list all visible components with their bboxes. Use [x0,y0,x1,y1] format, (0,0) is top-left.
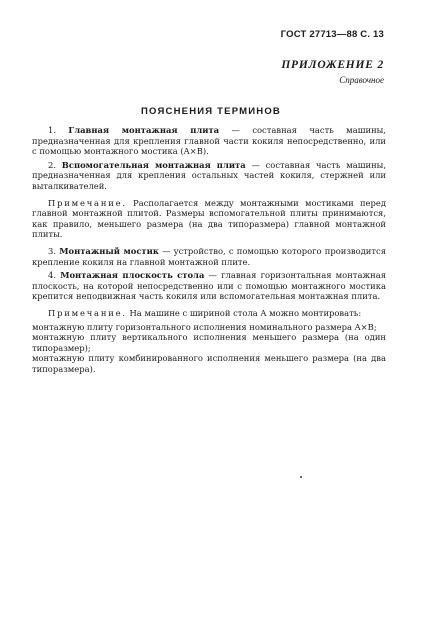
note-paragraph-2 [32,308,386,319]
term-number: 3. [48,245,56,256]
term-definition: — составная часть машины, предназначенная для крепления главной части кокиля непосредственно, или с помощью монтажного мостика (A×B). [32,125,386,157]
appendix-heading [281,58,384,86]
note-text: На машине с шириной стола A можно монтировать: [126,307,362,318]
note-list-item-2: монтажную плиту вертикального исполнения меньшего размера (на один типоразмер); [32,332,386,353]
page-header-gost: ГОСТ 27713—88 С. 13 [280,29,384,40]
term-number: 1. [48,125,56,135]
term-definition: — главная горизонтальная монтажная плоскость, на которой непосредственно или с помощью монтажного мостика крепится неподвижная часть кокиля или вспомогательная монтажная плита. [32,270,387,302]
term-paragraph-3 [32,246,386,267]
document-body [32,125,386,374]
term-paragraph-4 [32,270,386,302]
term-paragraph-1 [32,125,386,157]
term-name: Вспомогательная монтажная плита [61,159,246,170]
term-number: 4. [48,270,56,281]
term-name: Монтажный мостик [59,245,159,256]
term-name: Главная монтажная плита [68,125,220,135]
note-text: Располагается между монтажными мостиками перед главной монтажной плитой. Размеры вспомогательной плиты принимаются, как правило, меньшего размера (на два типоразмера) главной монтажной плиты. [32,197,386,240]
note-list-item-1: монтажную плиту горизонтального исполнения номинального размера A×B; [32,321,377,332]
note-label: Примечание. [48,197,127,208]
note-paragraph-1 [32,198,386,240]
term-paragraph-2 [32,160,386,192]
appendix-subtitle: Справочное [339,75,384,85]
term-number: 2. [48,159,56,170]
note-list-item-3: монтажную плиту комбинированного исполнения меньшего размера (на два типоразмера). [32,353,386,374]
note-label: Примечание. [48,307,127,318]
section-title: ПОЯСНЕНИЯ ТЕРМИНОВ [141,106,281,117]
term-definition: — составная часть машины, предназначенная для крепления остальных частей кокиля, стержней или выталкивателей. [32,159,386,191]
appendix-title: ПРИЛОЖЕНИЕ 2 [281,59,384,71]
term-definition: — устройство, с помощью которого производится крепление кокиля на главной монтажной плите. [32,245,386,267]
term-name: Монтажная плоскость стола [60,270,205,281]
scan-speck [300,476,302,478]
